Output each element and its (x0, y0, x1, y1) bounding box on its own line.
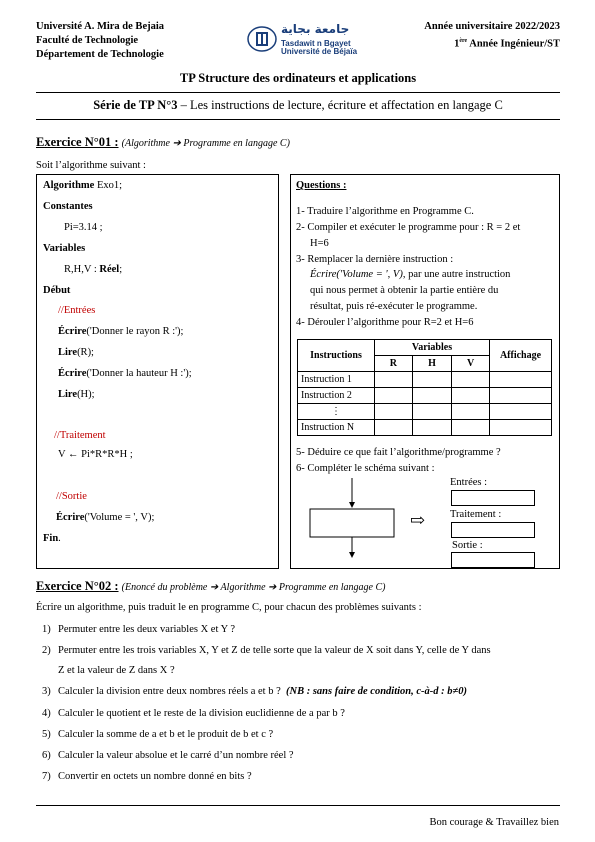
schema-entrees-label: Entrées : (450, 477, 488, 488)
question-3-cont: résultat, puis ré-exécuter le programme. (310, 301, 478, 312)
question-2: 2- Compiler et exécuter le programme pour : R = 2 et (296, 222, 521, 233)
list-item: 4) Calculer le quotient et le reste de la division euclidienne de a par b ? (42, 708, 345, 719)
question-4: 4- Dérouler l’algorithme pour R=2 et H=6 (296, 317, 474, 328)
schema-entrees-box[interactable] (451, 490, 535, 506)
department-name: Département de Technologie (36, 49, 164, 60)
list-item: 5) Calculer la somme de a et b et le produit de b et c ? (42, 729, 274, 740)
table-row: Instruction N (298, 420, 552, 436)
question-1: 1- Traduire l’algorithme en Programme C. (296, 206, 474, 217)
algo-line: Lire(R); (58, 347, 94, 358)
academic-year-block (424, 20, 560, 52)
logo-line2: Université de Béjaïa (281, 47, 358, 56)
footer-rule (36, 805, 560, 806)
questions-heading: Questions : (296, 180, 347, 191)
logo-arabic-text: جامعة بجاية (281, 22, 350, 36)
algo-line: Variables (43, 243, 86, 254)
class-level: 1ère Année Ingénieur/ST (454, 38, 560, 50)
title-rule-bottom (36, 119, 560, 120)
series-subtitle: Série de TP N°3 – Les instructions de lecture, écriture et affectation en langage C (93, 98, 503, 112)
algo-comment: //Traitement (54, 430, 106, 441)
university-header (36, 20, 164, 62)
list-item: 7) Convertir en octets un nombre donné en bits ? (42, 771, 252, 782)
title-rule-top (36, 92, 560, 93)
exercise-1-intro: Soit l’algorithme suivant : (36, 160, 146, 171)
algo-line: V ← Pi*R*R*H ; (58, 449, 133, 460)
algo-line: Fin. (43, 533, 61, 544)
algo-line: Écrire('Donner la hauteur H :'); (58, 368, 192, 379)
schema-traitement-box[interactable] (451, 522, 535, 538)
question-3-cont: Écrire('Volume = ', V), par une autre instruction (310, 269, 511, 280)
question-5: 5- Déduire ce que fait l’algorithme/programme ? (296, 447, 501, 458)
exercise-1-heading: Exercice N°01 : (Algorithme ➔ Programme en langage C) (36, 135, 290, 149)
list-item: 6) Calculer la valeur absolue et le carré d’un nombre réel ? (42, 750, 294, 761)
table-row: ⋮ (298, 404, 552, 420)
list-item: Z et la valeur de Z dans X ? (58, 665, 175, 676)
col-variables: Variables (375, 340, 490, 356)
schema-arrow-icon: ⇨ (410, 510, 426, 530)
table-row: Instruction 1 (298, 372, 552, 388)
schema-sortie-label: Sortie : (452, 540, 483, 551)
list-item: 1) Permuter entre les deux variables X et Y ? (42, 624, 236, 635)
page-title: TP Structure des ordinateurs et applications (179, 71, 417, 85)
algo-line: Écrire('Donner le rayon R :'); (58, 326, 184, 337)
algo-comment: //Sortie (56, 491, 87, 502)
col-var: R (375, 356, 413, 372)
col-var: H (412, 356, 451, 372)
academic-year: Année universitaire 2022/2023 (424, 21, 560, 32)
algo-line: Constantes (43, 201, 93, 212)
col-affichage: Affichage (490, 340, 552, 372)
table-row: Instruction 2 (298, 388, 552, 404)
logo-line1: Tasdawit n Bgayet (281, 39, 351, 48)
algo-line: Algorithme Exo1; (43, 180, 123, 191)
question-3-cont: qui nous permet à obtenir la partie entière du (310, 285, 499, 296)
col-instructions: Instructions (298, 340, 375, 372)
exercise-2-heading: Exercice N°02 : (Enoncé du problème ➔ Algorithme ➔ Programme en langage C) (36, 579, 386, 593)
schema-traitement-label: Traitement : (450, 509, 502, 520)
faculty-name: Faculté de Technologie (36, 35, 139, 46)
question-6: 6- Compléter le schéma suivant : (296, 463, 435, 474)
algo-line: R,H,V : Réel; (64, 264, 123, 275)
algo-line: Lire(H); (58, 389, 95, 400)
algo-line: Début (43, 285, 71, 296)
list-item: 2) Permuter entre les trois variables X, Y et Z de telle sorte que la valeur de X soit dans Y, celle de Y dans (42, 645, 491, 656)
footer-text: Bon courage & Travaillez bien (429, 817, 559, 828)
question-2-cont: H=6 (310, 238, 329, 249)
exercise-2-intro: Écrire un algorithme, puis traduit le en programme C, pour chacun des problèmes suivants : (36, 602, 422, 613)
trace-table (297, 339, 552, 436)
algo-comment: //Entrées (58, 305, 96, 316)
university-name: Université A. Mira de Bejaia (36, 21, 165, 32)
schema-diagram (300, 476, 410, 561)
schema-sortie-box[interactable] (451, 552, 535, 568)
university-logo (245, 22, 363, 56)
col-var: V (452, 356, 490, 372)
algo-line: Pi=3.14 ; (64, 222, 103, 233)
algo-line: Écrire('Volume = ', V); (56, 512, 155, 523)
logo-emblem-icon (247, 24, 277, 54)
list-item: 3) Calculer la division entre deux nombres réels a et b ? (NB : sans faire de condition, c-à-d : b≠0) (42, 686, 468, 697)
question-3: 3- Remplacer la dernière instruction : (296, 254, 454, 265)
